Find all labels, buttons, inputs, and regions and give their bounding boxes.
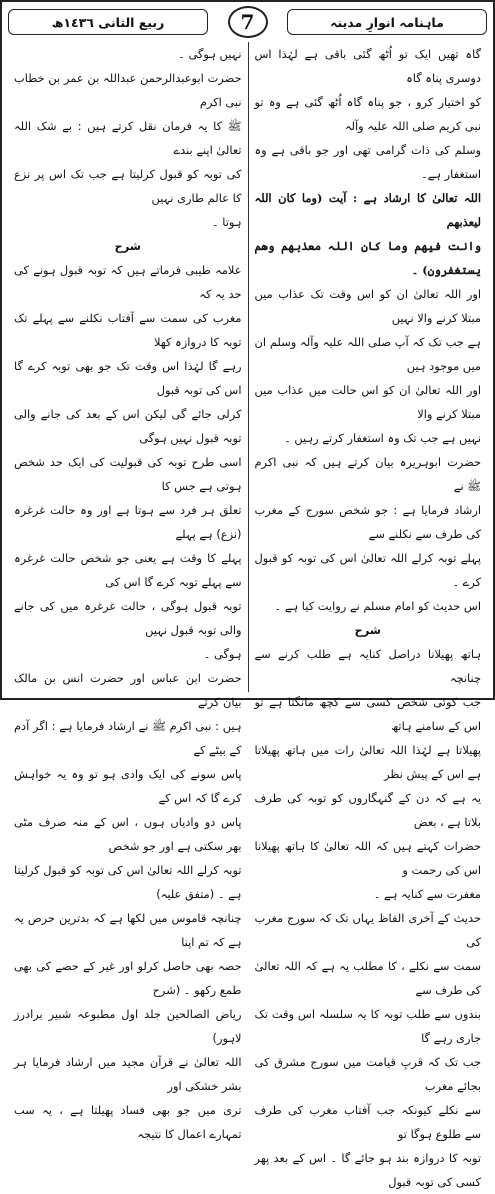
text-line: ارشاد فرمایا ہے : جو شخص سورج کے مغرب کی طرف سے نکلنے سے: [254, 503, 481, 541]
text-line: حضرت ابوہریرہ بیان کرتے ہیں کہ نبی اکرم ﷺ نے: [254, 455, 481, 493]
text-line: نہیں ہوگی ۔: [178, 47, 242, 61]
text-line: اس حدیث کو امام مسلم نے روایت کیا ہے ۔: [274, 599, 481, 613]
text-columns: [8, 42, 487, 1189]
text-line: وانت فیھم وما کان اللہ معذبھم وھم یستغفرون) ۔: [254, 239, 481, 277]
text-line: وسلم کی ذات گرامی تھی اور جو باقی ہے وہ استغفار ہے۔: [254, 143, 481, 181]
page-number: 7: [228, 6, 268, 38]
text-line: پاس سونے کی ایک وادی ہو تو وہ یہ خواہش کرے گا کہ اس کے: [14, 767, 242, 805]
text-line: ہوتا ۔: [212, 215, 242, 229]
text-line: جب تک کہ قربِ قیامت میں سورج مشرق کی بجائے مغرب: [254, 1055, 481, 1093]
text-line: پاس دو وادیاں ہوں ، اس کے منہ صرف مٹی بھر سکتی ہے اور جو شخص: [14, 815, 242, 853]
text-line: اسی طرح توبہ کی قبولیت کی ایک حد شخص ہوتی ہے جس کا: [14, 455, 242, 493]
text-line: کرلی جائے گی لیکن اس کے بعد کی جانے والی توبہ قبول نہیں ہوگی: [14, 407, 242, 445]
text-line: حدیث کے آخری الفاظ یہاں تک کہ سورج مغرب کی: [254, 911, 481, 949]
text-line: ریاض الصالحین جلد اول مطبوعہ شبیر برادرز لاہور): [14, 1007, 242, 1045]
text-line: علامہ طیبی فرماتے ہیں کہ توبہ قبول ہونے کی حد یہ کہ: [14, 263, 242, 301]
text-line: سے نکلے کیونکہ جب آفتاب مغرب کی طرف سے طلوع ہوگا تو: [254, 1103, 481, 1141]
text-line: اور اللہ تعالیٰ ان کو اس حالت میں عذاب میں مبتلا کرنے والا: [254, 383, 481, 421]
text-line: یہ ہے کہ دن کے گنہگاروں کو توبہ کی طرف بلاتا ہے ، بعض: [254, 791, 481, 829]
text-line: ہے جب تک کہ آپ صلی اللہ علیہ وآلہ وسلم ان میں موجود ہیں: [254, 335, 481, 373]
text-line: پہلے توبہ کرلے اللہ تعالیٰ اس کی توبہ کو قبول کرے ۔: [254, 551, 481, 589]
text-line: جب کوئی شخص کسی سے کچھ مانگتا ہے تو اس کے سامنے ہاتھ: [254, 695, 481, 733]
text-line: پہلے کا وقت ہے یعنی جو شخص حالت غرغرہ سے پہلے توبہ کرے گا اس کی: [14, 551, 242, 589]
text-line: بندوں سے طلب توبہ کا یہ سلسلہ اس وقت تک جاری رہے گا: [254, 1007, 481, 1045]
text-line: کو اختیار کرو ، جو پناہ گاہ اُٹھ گئی ہے وہ تو نبی کریم صلی اللہ علیہ وآلہ: [254, 95, 481, 133]
text-line: گاہ تھیں ایک تو اُٹھ گئی باقی ہے لہٰذا اس دوسری پناہ گاہ: [254, 47, 481, 85]
text-line: چنانچہ قاموس میں لکھا ہے کہ بدترین حرص یہ ہے کہ تم اپنا: [14, 911, 242, 949]
text-line: توبہ قبول ہوگی ، حالت غرغرہ میں کی جانے والی توبہ قبول نہیں: [14, 599, 242, 637]
text-line: نہیں ہے جب تک وہ استغفار کرتے رہیں ۔: [284, 431, 481, 445]
text-line: حصہ بھی حاصل کرلو اور غیر کے حصے کی بھی طمع رکھو ۔ (شرح: [14, 959, 242, 997]
text-line: مغرب کی سمت سے آفتاب نکلنے سے پہلے تک توبہ کا دروازہ کھلا: [14, 311, 242, 349]
text-line: مغفرت سے کنایہ ہے ۔: [373, 887, 481, 901]
text-line: سمت سے نکلے ، کا مطلب یہ ہے کہ اللہ تعالیٰ کی طرف سے: [254, 959, 481, 997]
text-line: تعلق ہر فرد سے ہوتا ہے اور وہ حالت غرغرہ (نزع) ہے پہلے: [14, 503, 242, 541]
text-line: ہوگی ۔: [203, 647, 242, 661]
left-column: [8, 42, 248, 1141]
text-line: ہیں : نبی اکرم ﷺ نے ارشاد فرمایا ہے : اگر آدم کے بیٹے کے: [14, 719, 242, 757]
page-header: [8, 6, 487, 38]
text-line: تری میں جو بھی فساد پھیلتا ہے ، یہ سب تمہارے اعمال کا نتیجہ: [14, 1103, 242, 1141]
text-line: ﷺ کا یہ فرمان نقل کرتے ہیں : بے شک اللہ تعالیٰ اپنے بندے: [14, 119, 242, 157]
text-line: اللہ تعالیٰ کا ارشاد ہے : آیت (وما کان اللہ لیعذبھم: [254, 191, 481, 229]
text-line: توبہ کا دروازہ بند ہو جائے گا ۔ اس کے بعد پھر کسی کی توبہ قبول: [254, 1151, 481, 1189]
text-line: حضرت ابوعبدالرحمن عبداللہ بن عمر بن خطاب نبی اکرم: [14, 71, 242, 109]
text-line: کی توبہ کو قبول کرلیتا ہے جب تک اس پر نزع کا عالم طاری نہیں: [14, 167, 242, 205]
text-line: توبہ کرلے اللہ تعالیٰ اس کی توبہ کو قبول کرلیتا ہے ۔ (متفق علیہ): [14, 863, 242, 901]
text-line: شرح: [114, 239, 141, 253]
issue-date: ربیع الثانی ١٤٣٦ھ: [8, 9, 208, 35]
text-line: حضرات کہتے ہیں کہ اللہ تعالیٰ کا ہاتھ پھیلانا اس کی رحمت و: [254, 839, 481, 877]
magazine-title: ماہنامہ انوارِ مدینہ: [287, 9, 487, 35]
text-line: حضرت ابن عباس اور حضرت انس بن مالک بیان کرتے: [14, 671, 242, 709]
text-line: شرح: [354, 623, 381, 637]
text-line: پھیلاتا ہے لہٰذا اللہ تعالیٰ رات میں ہاتھ پھیلاتا ہے اس کے پیش نظر: [254, 743, 481, 781]
text-line: رہے گا لہٰذا اس وقت تک جو بھی توبہ کرے گا اس کی توبہ قبول: [14, 359, 242, 397]
text-line: ہاتھ پھیلانا دراصل کنایہ ہے طلب کرنے سے چنانچہ: [254, 647, 481, 685]
text-line: اللہ تعالیٰ نے قرآن مجید میں ارشاد فرمایا ہر بشر خشکی اور: [14, 1055, 242, 1093]
right-column: [248, 42, 488, 1189]
text-line: اور اللہ تعالیٰ ان کو اس وقت تک عذاب میں مبتلا کرنے والا نہیں: [254, 287, 481, 325]
